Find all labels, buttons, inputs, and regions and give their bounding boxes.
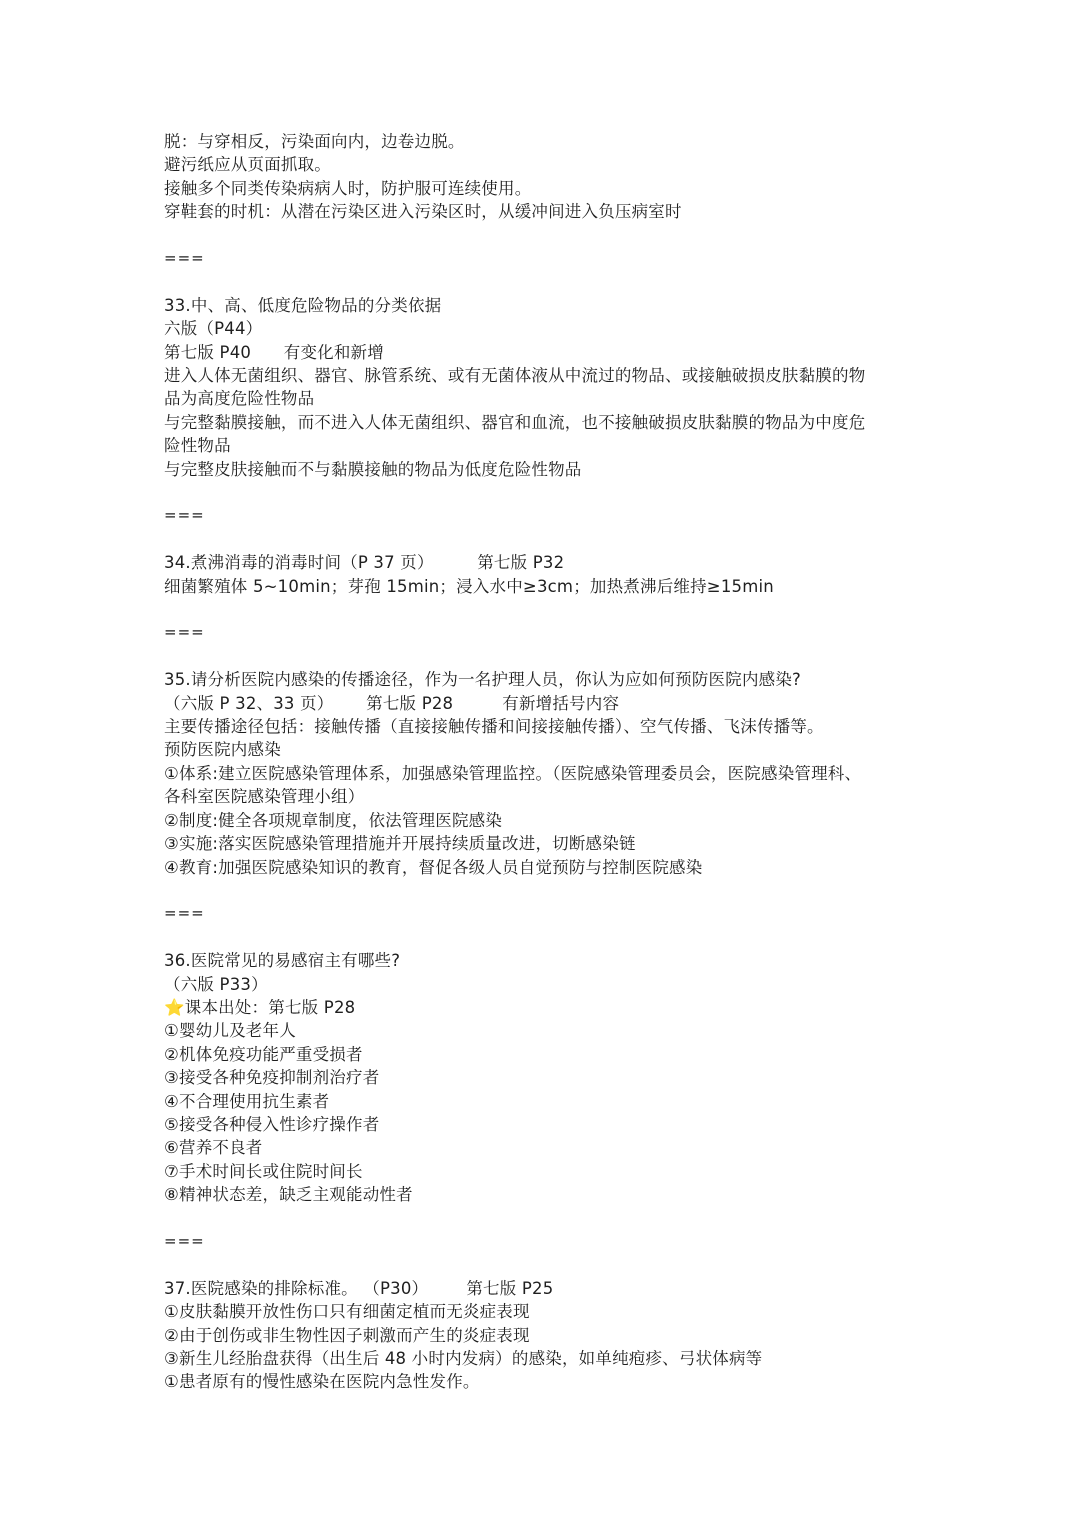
- text-line: 主要传播途径包括：接触传播（直接接触传播和间接接触传播）、空气传播、飞沫传播等。: [164, 717, 824, 737]
- text-line: ①婴幼儿及老年人: [164, 1021, 296, 1041]
- blank-line: [164, 645, 944, 668]
- text-line: 预防医院内感染: [164, 740, 281, 760]
- text-line: ②由于创伤或非生物性因子刺激而产生的炎症表现: [164, 1325, 530, 1345]
- text-line: 进入人体无菌组织、器官、脉管系统、或有无菌体液从中流过的物品、或接触破损皮肤黏膜的物: [164, 366, 866, 386]
- text-line: （六版 P33）: [164, 974, 268, 994]
- text-line: 与完整黏膜接触，而不进入人体无菌组织、器官和血流，也不接触破损皮肤黏膜的物品为中度危: [164, 412, 866, 432]
- blank-line: [164, 879, 944, 902]
- question-title: 36.医院常见的易感宿主有哪些?: [164, 951, 401, 971]
- question-title: 34.煮沸消毒的消毒时间（P 37 页） 第七版 P32: [164, 553, 565, 573]
- text-line: 与完整皮肤接触而不与黏膜接触的物品为低度危险性物品: [164, 459, 582, 479]
- text-line: 脱：与穿相反，污染面向内，边卷边脱。: [164, 132, 465, 151]
- section-separator: ===: [164, 904, 205, 923]
- text-line: ⭐课本出处：第七版 P28: [164, 997, 356, 1017]
- text-line: ③新生儿经胎盘获得（出生后 48 小时内发病）的感染，如单纯疱疹、弓状体病等: [164, 1348, 763, 1368]
- blank-line: [164, 270, 944, 293]
- text-line: （六版 P 32、33 页） 第七版 P28 有新增括号内容: [164, 693, 620, 713]
- blank-line: [164, 1207, 944, 1230]
- text-line: 各科室医院感染管理小组）: [164, 787, 365, 807]
- text-line: ⑤接受各种侵入性诊疗操作者: [164, 1114, 380, 1134]
- question-title: 33.中、高、低度危险物品的分类依据: [164, 295, 442, 315]
- blank-line: [164, 598, 944, 621]
- section-separator: ===: [164, 623, 205, 642]
- text-line: ②机体免疫功能严重受损者: [164, 1044, 363, 1064]
- blank-line: [164, 1253, 944, 1276]
- text-line: 险性物品: [164, 436, 231, 456]
- section-separator: ===: [164, 249, 205, 268]
- document-body: [164, 130, 944, 1394]
- text-line: ③接受各种免疫抑制剂治疗者: [164, 1068, 380, 1088]
- text-line: 避污纸应从页面抓取。: [164, 155, 331, 175]
- text-line: 品为高度危险性物品: [164, 389, 315, 409]
- text-line: 第七版 P40 有变化和新增: [164, 342, 384, 362]
- text-line: ④教育:加强医院感染知识的教育，督促各级人员自觉预防与控制医院感染: [164, 857, 703, 877]
- text-line: ②制度:健全各项规章制度，依法管理医院感染: [164, 810, 503, 830]
- question-title: 35.请分析医院内感染的传播途径，作为一名护理人员，你认为应如何预防医院内感染?: [164, 670, 801, 690]
- text-line: ④不合理使用抗生素者: [164, 1091, 330, 1111]
- section-q34: [164, 551, 944, 598]
- text-line: 细菌繁殖体 5~10min；芽孢 15min；浸入水中≥3cm；加热煮沸后维持≥15min: [164, 576, 774, 596]
- text-line: ①患者原有的慢性感染在医院内急性发作。: [164, 1372, 480, 1392]
- section-q35: [164, 668, 944, 879]
- section-separator: ===: [164, 1231, 205, 1250]
- text-line: ⑥营养不良者: [164, 1138, 263, 1158]
- section-intro: [164, 130, 944, 224]
- text-line: 六版（P44）: [164, 319, 263, 339]
- section-separator: ===: [164, 506, 205, 525]
- blank-line: [164, 926, 944, 949]
- text-line: ①体系:建立医院感染管理体系，加强感染管理监控。（医院感染管理委员会，医院感染管理科、: [164, 763, 862, 783]
- text-line: ⑧精神状态差，缺乏主观能动性者: [164, 1185, 413, 1205]
- question-title: 37.医院感染的排除标准。 （P30） 第七版 P25: [164, 1278, 554, 1298]
- blank-line: [164, 481, 944, 504]
- text-line: 穿鞋套的时机：从潜在污染区进入污染区时，从缓冲间进入负压病室时: [164, 202, 682, 222]
- text-line: ①皮肤黏膜开放性伤口只有细菌定植而无炎症表现: [164, 1302, 530, 1322]
- blank-line: [164, 528, 944, 551]
- section-q33: [164, 294, 944, 481]
- section-q36: [164, 949, 944, 1206]
- text-line: 接触多个同类传染病病人时，防护服可连续使用。: [164, 178, 532, 198]
- blank-line: [164, 224, 944, 247]
- text-line: ⑦手术时间长或住院时间长: [164, 1161, 363, 1181]
- text-line: ③实施:落实医院感染管理措施并开展持续质量改进，切断感染链: [164, 834, 636, 854]
- section-q37: [164, 1277, 944, 1394]
